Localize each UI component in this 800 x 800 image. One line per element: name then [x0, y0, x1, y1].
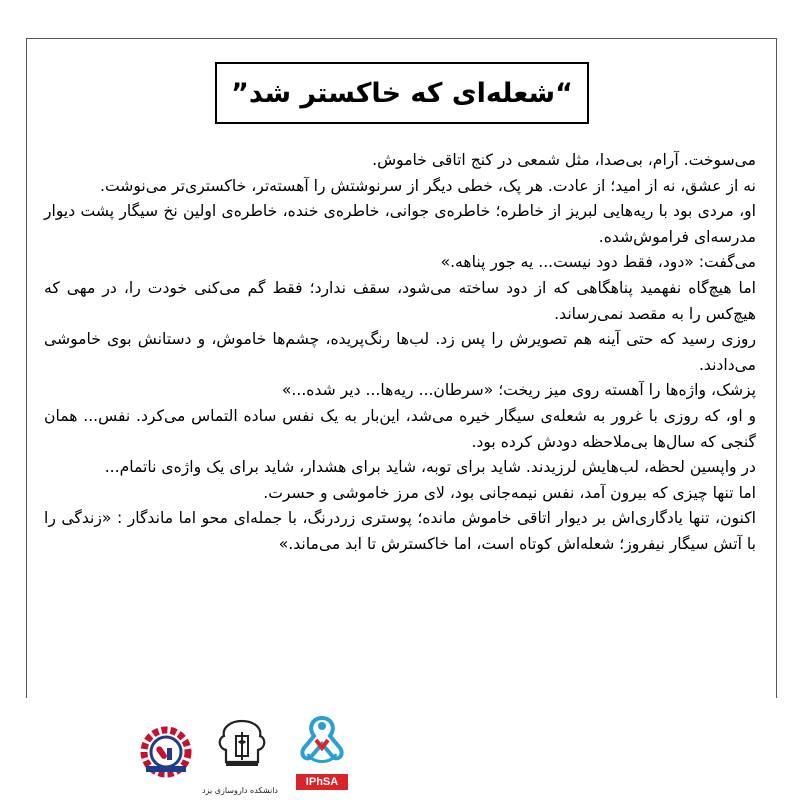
paragraph: اما تنها چیزی که بیرون آمد، نفس نیمه‌جانی بود، لای مرز خاموشی و حسرت.: [263, 483, 756, 502]
story-body: [44, 148, 756, 558]
faculty-emblem-logo: [212, 718, 272, 784]
paragraph: روزی رسید که حتی آینه هم تصویرش را پس زد. لب‌ها رنگ‌پریده، چشم‌ها خاموش، و دستانش بوی خاموشی می‌دادند.: [44, 330, 756, 374]
paragraph: نه از عشق، نه از امید؛ از عادت. هر پک، خطی دیگر از سرنوشتش را آهسته‌تر، خاکستری‌تر می‌نوشت.: [100, 176, 756, 195]
paragraph: پزشک، واژه‌ها را آهسته روی میز ریخت؛ «سرطان... ریه‌ها... دیر شده...»: [281, 381, 756, 400]
paragraph: او، مردی بود با ریه‌هایی لبریز از خاطره؛ خاطره‌ی جوانی، خاطره‌ی خنده، خاطره‌ی اولین نخ سیگار پشت دیوار مدرسه‌ای فراموش‌شده.: [44, 202, 756, 246]
iphsa-label: IPhSA: [296, 774, 348, 790]
paragraph: و او، که روزی با غرور به شعله‌ی سیگار خیره می‌شد، این‌بار به یک نفس ساده التماس می‌کرد. نفس... همان گنجی که سال‌ها بی‌ملاحظه دودش کرده بود.: [44, 406, 756, 451]
title-box: [215, 62, 589, 124]
frame-right-border: [776, 38, 777, 698]
paragraph: اما هیچ‌گاه نفهمید پناهگاهی که از دود ساخته می‌شود، سقف ندارد؛ فقط گم می‌کنی خودت را، در مهی که هیچ‌کس را به مقصد نمی‌رساند.: [44, 278, 756, 323]
frame-top-border: [26, 38, 776, 39]
iphsa-ribbon-logo: [290, 714, 354, 776]
faculty-caption: دانشکده داروسازی یزد: [201, 786, 278, 795]
paragraph: می‌سوخت. آرام، بی‌صدا، مثل شمعی در کنج اتاقی خاموش.: [372, 151, 756, 169]
society-gear-logo: [138, 722, 194, 784]
page-title: “شعله‌ای که خاکستر شد”: [231, 77, 573, 109]
paragraph: در واپسین لحظه، لب‌هایش لرزیدند. شاید برای توبه، شاید برای هشدار، شاید برای یک واژه‌ی ناتمام...: [104, 458, 756, 477]
paragraph: می‌گفت: «دود، فقط دود نیست... یه جور پناهه.»: [440, 253, 756, 272]
paragraph: اکنون، تنها یادگاری‌اش بر دیوار اتاقی خاموش مانده؛ پوستری زردرنگ، با جمله‌ای محو اما ماندگار : «زندگی را با آتش سیگار نیفروز؛ شعله‌اش کوتاه است، اما خاکسترش تا ابد می‌ماند.»: [44, 509, 756, 553]
footer-logos: [0, 708, 800, 800]
frame-left-border: [26, 38, 27, 698]
